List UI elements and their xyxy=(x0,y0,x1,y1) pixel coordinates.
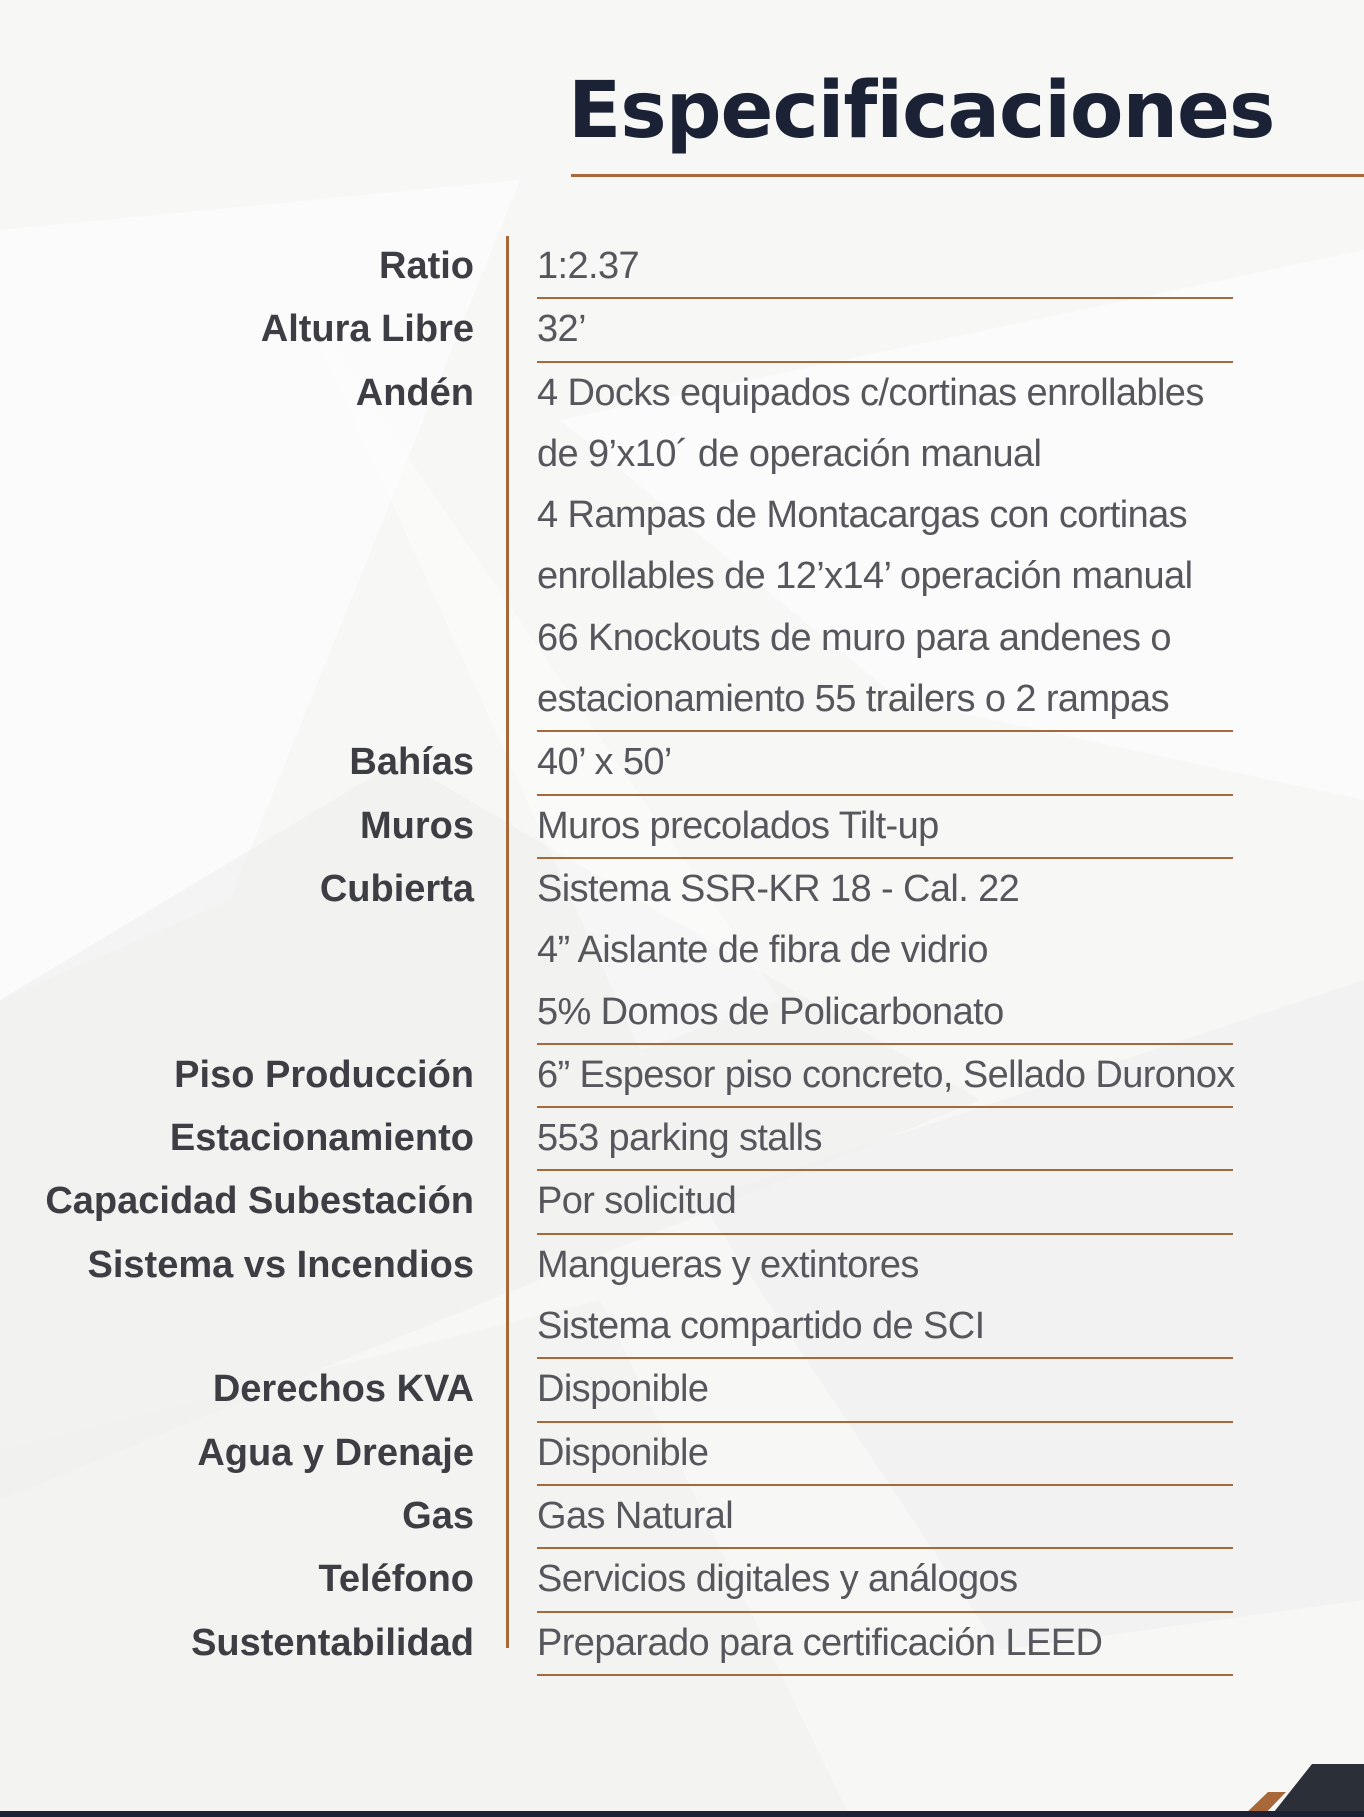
spec-value-line: Gas Natural xyxy=(537,1494,734,1537)
spec-label: Sistema vs Incendios xyxy=(87,1243,474,1286)
spec-values xyxy=(537,299,1233,362)
spec-value-line: Preparado para certificación LEED xyxy=(537,1621,1103,1664)
page-title: Especificaciones xyxy=(568,66,1275,156)
spec-value-line: Disponible xyxy=(537,1368,709,1411)
spec-values xyxy=(537,1423,1233,1486)
spec-value-line: enrollables de 12’x14’ operación manual xyxy=(537,555,1193,598)
spec-row xyxy=(0,1171,1364,1234)
spec-label: Piso Producción xyxy=(174,1053,474,1096)
spec-row xyxy=(0,1045,1364,1108)
spec-value-line: 5% Domos de Policarbonato xyxy=(537,990,1004,1033)
spec-values xyxy=(537,859,1233,1045)
spec-value-line: de 9’x10´ de operación manual xyxy=(537,432,1042,475)
spec-row xyxy=(0,1235,1364,1360)
spec-value-line: 4” Aislante de fibra de vidrio xyxy=(537,929,988,972)
spec-value-line: estacionamiento 55 trailers o 2 rampas xyxy=(537,678,1169,721)
spec-label: Cubierta xyxy=(319,867,474,910)
spec-label: Bahías xyxy=(349,741,474,784)
spec-row xyxy=(0,1359,1364,1422)
spec-label: Ratio xyxy=(379,245,474,287)
specs-table xyxy=(0,236,1364,1676)
spec-values xyxy=(537,1549,1233,1612)
spec-row xyxy=(0,1549,1364,1612)
spec-row xyxy=(0,299,1364,362)
spec-value-line: 4 Docks equipados c/cortinas enrollables xyxy=(537,371,1204,414)
spec-value-line: Servicios digitales y análogos xyxy=(537,1558,1018,1601)
spec-row xyxy=(0,1613,1364,1676)
spec-value-line: Disponible xyxy=(537,1431,709,1474)
spec-values xyxy=(537,1171,1233,1234)
spec-row xyxy=(0,1108,1364,1171)
spec-value-line: 553 parking stalls xyxy=(537,1117,822,1160)
spec-value-line: Por solicitud xyxy=(537,1180,737,1223)
spec-label: Teléfono xyxy=(318,1558,474,1601)
spec-values xyxy=(537,1235,1233,1360)
spec-row xyxy=(0,796,1364,859)
spec-value-line: Muros precolados Tilt-up xyxy=(537,804,939,847)
title-underline xyxy=(571,174,1364,177)
spec-value-line: Mangueras y extintores xyxy=(537,1243,919,1286)
spec-value-line: 4 Rampas de Montacargas con cortinas xyxy=(537,494,1188,537)
spec-label: Muros xyxy=(360,804,474,847)
spec-row xyxy=(0,859,1364,1045)
spec-label: Estacionamiento xyxy=(169,1117,474,1160)
spec-values xyxy=(537,236,1233,299)
spec-values xyxy=(537,732,1233,795)
spec-row xyxy=(0,1486,1364,1549)
spec-values xyxy=(537,1045,1233,1108)
spec-label: Agua y Drenaje xyxy=(197,1431,474,1474)
spec-values xyxy=(537,1486,1233,1549)
spec-label: Andén xyxy=(355,371,474,414)
spec-label: Altura Libre xyxy=(260,308,474,351)
spec-row xyxy=(0,236,1364,299)
spec-value-line: 66 Knockouts de muro para andenes o xyxy=(537,616,1171,659)
spec-values xyxy=(537,1108,1233,1171)
spec-row xyxy=(0,1423,1364,1486)
spec-value-line: 32’ xyxy=(537,308,586,351)
spec-value-line: Sistema compartido de SCI xyxy=(537,1305,985,1348)
spec-row xyxy=(0,732,1364,795)
spec-label: Gas xyxy=(402,1494,474,1537)
spec-label: Capacidad Subestación xyxy=(45,1180,474,1223)
spec-values xyxy=(537,1613,1233,1676)
spec-values xyxy=(537,1359,1233,1422)
spec-values xyxy=(537,796,1233,859)
spec-value-line: 40’ x 50’ xyxy=(537,741,672,784)
spec-value-line: 1:2.37 xyxy=(537,245,640,287)
spec-value-line: Sistema SSR-KR 18 - Cal. 22 xyxy=(537,867,1020,910)
spec-label: Derechos KVA xyxy=(212,1368,474,1411)
spec-label: Sustentabilidad xyxy=(191,1621,474,1664)
spec-row xyxy=(0,363,1364,733)
spec-values xyxy=(537,363,1233,733)
spec-value-line: 6” Espesor piso concreto, Sellado Duronox xyxy=(537,1053,1235,1096)
